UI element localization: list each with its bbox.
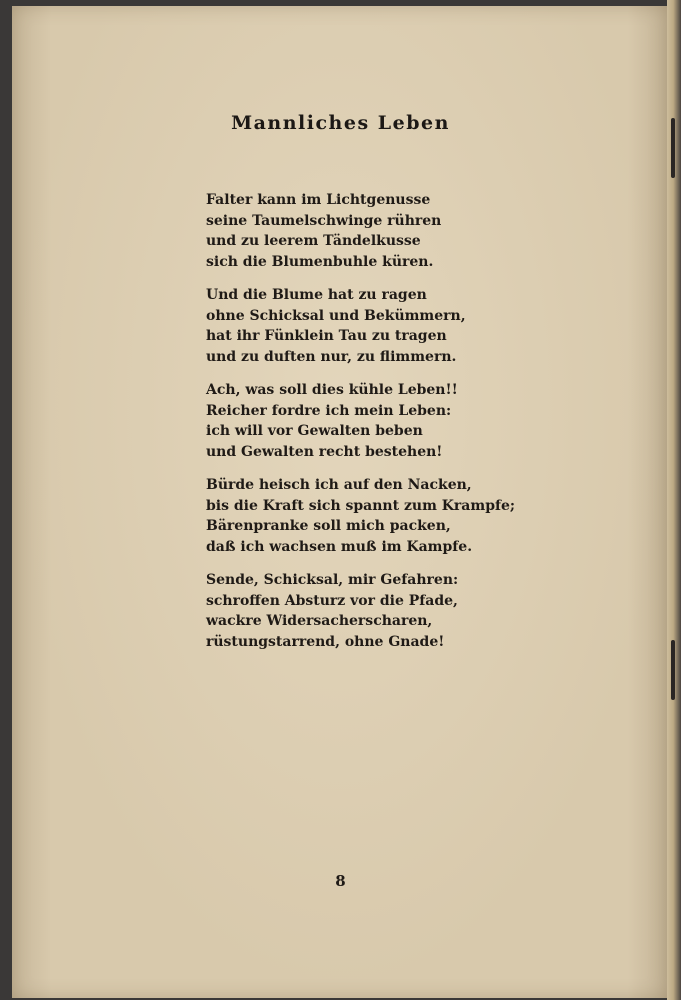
poem-title: Mannliches Leben bbox=[231, 112, 450, 134]
poem-line: Bärenpranke soll mich packen, bbox=[206, 518, 451, 534]
poem-line: schroffen Absturz vor die Pfade, bbox=[206, 592, 458, 609]
poem-line: daß ich wachsen muß im Kampfe. bbox=[206, 538, 473, 555]
poem-line: rüstungstarrend, ohne Gnade! bbox=[206, 633, 445, 650]
poem-line: seine Taumelschwinge rühren bbox=[206, 212, 442, 229]
poem-line: Und die Blume hat zu ragen bbox=[206, 287, 427, 303]
stanza bbox=[206, 380, 515, 462]
poem-line: Falter kann im Lichtgenusse bbox=[206, 192, 431, 208]
poem-line: und zu leerem Tändelkusse bbox=[206, 233, 421, 249]
poem-line: bis die Kraft sich spannt zum Krampfe; bbox=[206, 497, 516, 514]
poem-line: Ach, was soll dies kühle Leben!! bbox=[206, 382, 458, 398]
stanza bbox=[206, 285, 515, 367]
staple-bottom bbox=[671, 640, 675, 700]
stanza bbox=[206, 190, 515, 272]
stanza bbox=[206, 475, 515, 557]
poem-line: ohne Schicksal und Bekümmern, bbox=[206, 307, 466, 324]
poem-line: sich die Blumenbuhle küren. bbox=[206, 253, 434, 270]
poem-line: ich will vor Gewalten beben bbox=[206, 423, 423, 439]
poem-line: und zu duften nur, zu flimmern. bbox=[206, 348, 457, 365]
stanza bbox=[206, 570, 515, 652]
poem-line: und Gewalten recht bestehen! bbox=[206, 443, 443, 460]
poem-line: wackre Widersacherscharen, bbox=[206, 613, 433, 629]
page-number: 8 bbox=[335, 872, 346, 890]
poem-line: hat ihr Fünklein Tau zu tragen bbox=[206, 328, 447, 344]
poem-body bbox=[206, 190, 515, 665]
poem-line: Sende, Schicksal, mir Gefahren: bbox=[206, 572, 459, 588]
poem-line: Bürde heisch ich auf den Nacken, bbox=[206, 477, 472, 493]
poem-line: Reicher fordre ich mein Leben: bbox=[206, 402, 452, 419]
